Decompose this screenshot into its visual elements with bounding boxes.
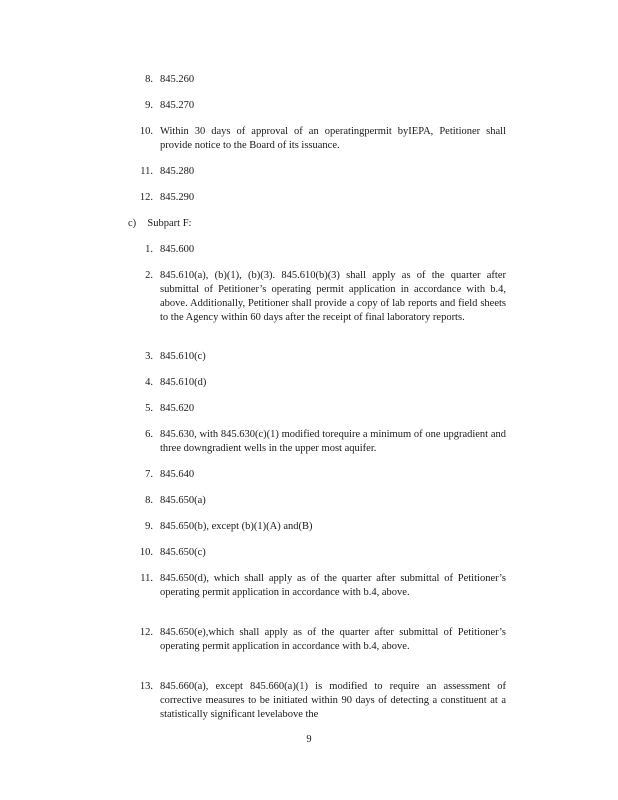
list-item-number: 12. xyxy=(139,192,153,203)
list-item xyxy=(145,520,506,534)
list-item xyxy=(145,402,506,416)
page-number: 9 xyxy=(306,734,312,745)
list-item xyxy=(139,125,506,153)
list-item xyxy=(145,350,506,364)
list-item-text: 845.620 xyxy=(160,403,195,414)
list-item-number: 11. xyxy=(140,573,153,584)
list-item-text: 845.660(a), except 845.660(a)(1) is modified to require an assessment of corrective measures to be initiated within 90 days of detecting a constituent at a statistically significant levelabove the xyxy=(160,681,506,720)
list-item-number: 3. xyxy=(145,351,153,362)
list-item xyxy=(145,269,506,325)
section-heading xyxy=(128,217,191,231)
list-item xyxy=(140,165,506,179)
list-item xyxy=(139,626,506,654)
list-item-text: 845.280 xyxy=(160,166,195,177)
list-item-number: 2. xyxy=(145,270,153,281)
list-item-text: 845.650(e),which shall apply as of the quarter after submittal of Petitioner’s operating permit application in accordance with b.4, above. xyxy=(160,627,506,652)
list-item-text: 845.610(d) xyxy=(160,377,207,388)
list-item xyxy=(145,494,506,508)
list-item xyxy=(145,428,506,456)
list-item-text: 845.610(c) xyxy=(160,351,206,362)
list-item-number: 10. xyxy=(139,547,153,558)
list-item xyxy=(139,191,506,205)
list-item-text: 845.650(d), which shall apply as of the quarter after submittal of Petitioner’s operating permit application in accordance with b.4, above. xyxy=(160,573,506,598)
list-item-text: 845.610(a), (b)(1), (b)(3). 845.610(b)(3) shall apply as of the quarter after submittal of Petitioner’s operating permit application in accordance with b.4, above. Additionally, Petitioner shall provide a copy of lab reports and field sheets to the Agency within 60 days after the receipt of final laboratory reports. xyxy=(160,270,506,323)
list-item-number: 13. xyxy=(139,681,153,692)
list-item xyxy=(145,73,506,87)
list-item xyxy=(145,99,506,113)
list-item-text: 845.600 xyxy=(160,244,195,255)
list-item-number: 8. xyxy=(145,74,153,85)
list-item-text: 845.260 xyxy=(160,74,195,85)
list-item-number: 5. xyxy=(145,403,153,414)
list-item-number: 8. xyxy=(145,495,153,506)
list-item-number: 11. xyxy=(140,166,153,177)
section-title: Subpart F: xyxy=(147,218,192,229)
list-item-text: 845.630, with 845.630(c)(1) modified torequire a minimum of one upgradient and three downgradient wells in the upper most aquifer. xyxy=(160,429,506,454)
list-item xyxy=(140,572,506,600)
list-item-number: 1. xyxy=(145,244,153,255)
list-item-number: 9. xyxy=(145,100,153,111)
list-item-number: 10. xyxy=(139,126,153,137)
list-item xyxy=(145,376,506,390)
list-item-text: 845.270 xyxy=(160,100,195,111)
list-item xyxy=(139,546,506,560)
list-item-text: 845.640 xyxy=(160,469,195,480)
list-item-text: 845.650(a) xyxy=(160,495,206,506)
section-marker: c) xyxy=(128,218,137,229)
list-item xyxy=(145,243,506,257)
list-item-text: 845.650(c) xyxy=(160,547,206,558)
list-item-number: 6. xyxy=(145,429,153,440)
list-item-number: 7. xyxy=(145,469,153,480)
list-item-number: 12. xyxy=(139,627,153,638)
list-item-number: 9. xyxy=(145,521,153,532)
list-item-number: 4. xyxy=(145,377,153,388)
list-item-text: Within 30 days of approval of an operatingpermit byIEPA, Petitioner shall provide notice to the Board of its issuance. xyxy=(160,126,506,151)
list-item xyxy=(145,468,506,482)
list-item xyxy=(139,680,506,722)
list-item-text: 845.650(b), except (b)(1)(A) and(B) xyxy=(160,521,313,532)
list-item-text: 845.290 xyxy=(160,192,195,203)
